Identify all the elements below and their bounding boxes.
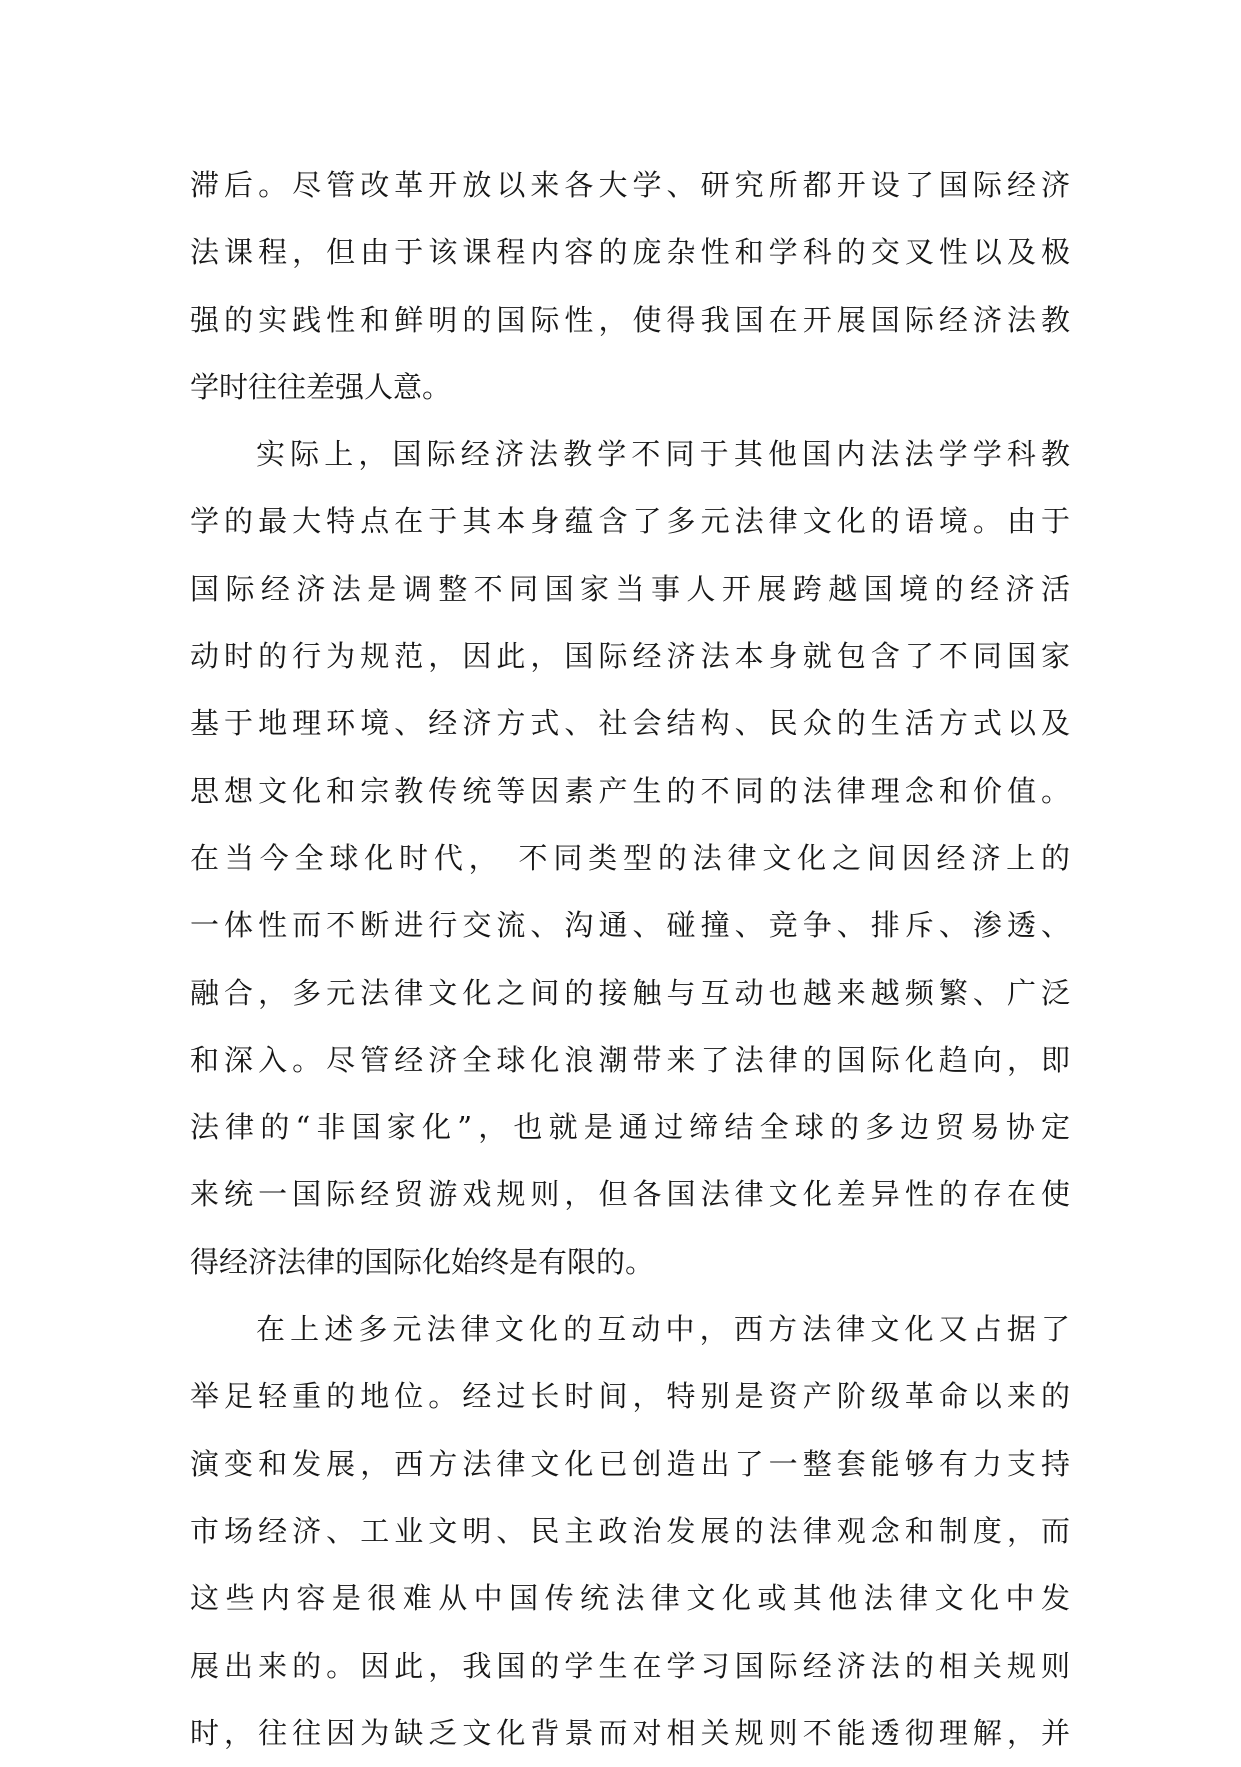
text-line: 时，往往因为缺乏文化背景而对相关规则不能透彻理解，并 [190, 1715, 1070, 1750]
text-line: 融合，多元法律文化之间的接触与互动也越来越频繁、广泛 [190, 975, 1070, 1010]
text-line: 国际经济法是调整不同国家当事人开展跨越国境的经济活 [190, 571, 1070, 606]
text-line: 思想文化和宗教传统等因素产生的不同的法律理念和价值。 [190, 773, 1070, 808]
text-line: 动时的行为规范，因此，国际经济法本身就包含了不同国家 [190, 639, 1070, 674]
text-line: 法律的“非国家化”，也就是通过缔结全球的多边贸易协定 [190, 1110, 1070, 1145]
text-line: 这些内容是很难从中国传统法律文化或其他法律文化中发 [190, 1581, 1070, 1616]
text-line: 在当今全球化时代， 不同类型的法律文化之间因经济上的 [190, 840, 1070, 875]
text-line: 学的最大特点在于其本身蕴含了多元法律文化的语境。由于 [190, 504, 1070, 539]
text-line: 法课程，但由于该课程内容的庞杂性和学科的交叉性以及极 [190, 235, 1070, 270]
text-line: 基于地理环境、经济方式、社会结构、民众的生活方式以及 [190, 706, 1070, 741]
text-line: 和深入。尽管经济全球化浪潮带来了法律的国际化趋向，即 [190, 1042, 1070, 1077]
text-line: 演变和发展，西方法律文化已创造出了一整套能够有力支持 [190, 1446, 1070, 1481]
text-line: 强的实践性和鲜明的国际性，使得我国在开展国际经济法教 [190, 302, 1070, 337]
text-line: 实际上，国际经济法教学不同于其他国内法法学学科教 [256, 437, 1070, 472]
text-line: 展出来的。因此，我国的学生在学习国际经济法的相关规则 [190, 1648, 1070, 1683]
text-line: 得经济法律的国际化始终是有限的。 [190, 1244, 655, 1279]
text-line: 举足轻重的地位。经过长时间，特别是资产阶级革命以来的 [190, 1379, 1070, 1414]
text-line: 滞后。尽管改革开放以来各大学、研究所都开设了国际经济 [190, 168, 1070, 202]
text-line: 市场经济、工业文明、民主政治发展的法律观念和制度，而 [190, 1513, 1070, 1548]
text-line: 学时往往差强人意。 [190, 369, 452, 404]
text-line: 一体性而不断进行交流、沟通、碰撞、竞争、排斥、渗透、 [190, 908, 1070, 943]
body-text [190, 152, 1070, 1767]
text-line: 来统一国际经贸游戏规则，但各国法律文化差异性的存在使 [190, 1177, 1070, 1212]
text-line: 在上述多元法律文化的互动中，西方法律文化又占据了 [256, 1312, 1070, 1347]
